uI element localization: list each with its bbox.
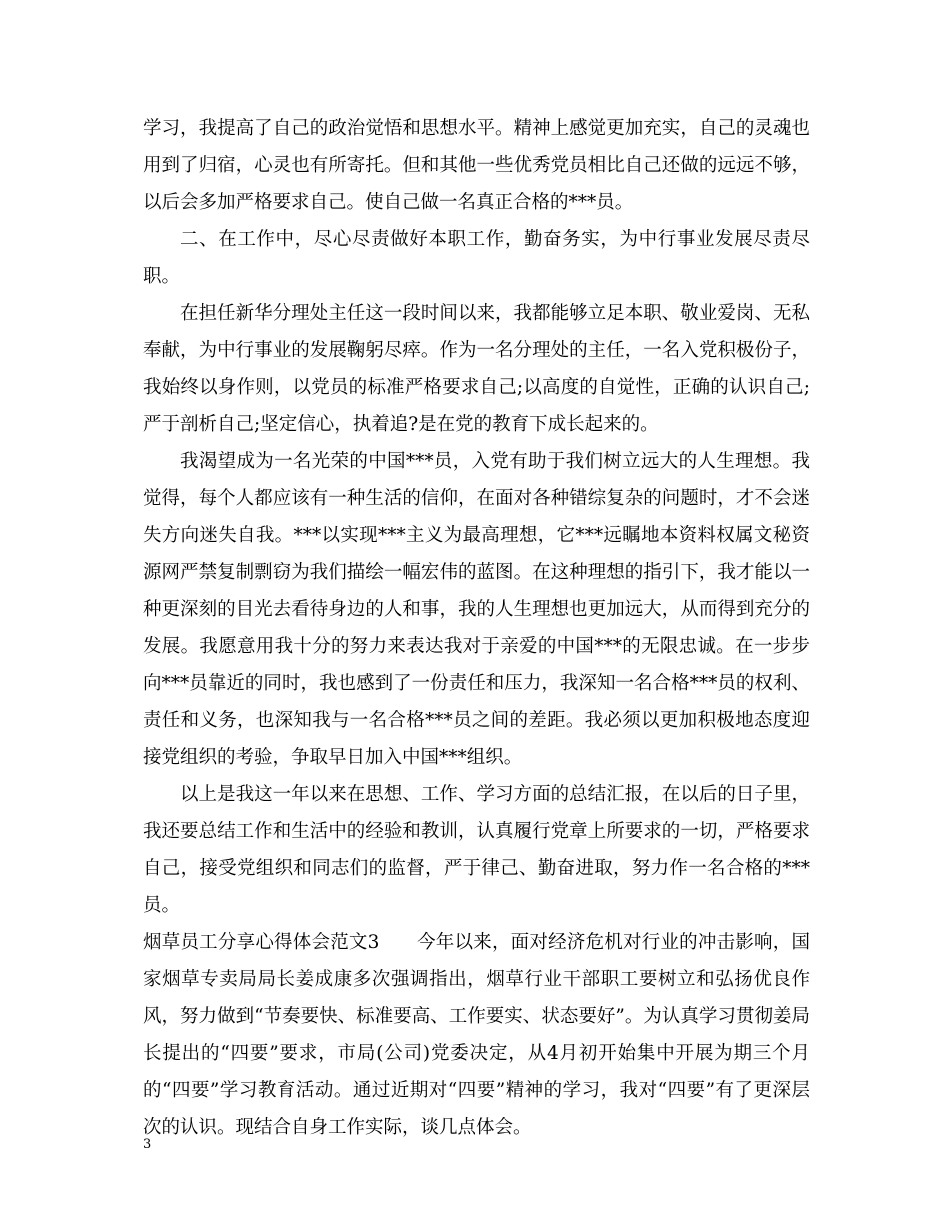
paragraph-1: 学习，我提高了自己的政治觉悟和思想水平。精神上感觉更加充实，自己的灵魂也用到了归宿，心灵也有所寄托。但和其他一些优秀党员相比自己还做的远远不够，以后会多加严格要求自己。使自己做一名真正合格的***员。	[143, 118, 810, 213]
document-body	[143, 110, 810, 1146]
paragraph-4: 我渴望成为一名光荣的中国***员，入党有助于我们树立远大的人生理想。我觉得，每个人都应该有一种生活的信仰，在面对各种错综复杂的问题时，才不会迷失方向迷失自我。***以实现***主义为最高理想，它***远瞩地本资料权属文秘资源网严禁复制剽窃为我们描绘一幅宏伟的蓝图。在这种理想的指引下，我才能以一种更深刻的目光去看待身边的人和事，我的人生理想也更加远大，从而得到充分的发展。我愿意用我十分的努力来表达我对于亲爱的中国***的无限忠诚。在一步步向***员靠近的同时，我也感到了一份责任和压力，我深知一名合格***员的权利、责任和义务，也深知我与一名合格***员之间的差距。我必须以更加积极地态度迎接党组织的考验，争取早日加入中国***组织。	[143, 451, 810, 768]
paragraph-5: 以上是我这一年以来在思想、工作、学习方面的总结汇报，在以后的日子里，我还要总结工作和生活中的经验和教训，认真履行党章上所要求的一切，严格要求自己，接受党组织和同志们的监督，严于律己、勤奋进取，努力作一名合格的***员。	[143, 784, 810, 916]
paragraph-2: 二、在工作中，尽心尽责做好本职工作，勤奋务实，为中行事业发展尽责尽职。	[143, 229, 810, 287]
paragraph-3: 在担任新华分理处主任这一段时间以来，我都能够立足本职、敬业爱岗、无私奉献，为中行事业的发展鞠躬尽瘁。作为一名分理处的主任，一名入党积极份子，我始终以身作则，以党员的标准严格要求自己;以高度的自觉性，正确的认识自己;严于剖析自己;坚定信心，执着追?是在党的教育下成长起来的。	[143, 303, 810, 435]
page-number: 3	[143, 1137, 152, 1152]
paragraph-6: 烟草员工分享心得体会范文3 今年以来，面对经济危机对行业的冲击影响，国家烟草专卖局局长姜成康多次强调指出，烟草行业干部职工要树立和弘扬优良作风，努力做到“节奏要快、标准要高、工作要实、状态要好”。为认真学习贯彻姜局长提出的“四要”要求，市局(公司)党委决定，从4月初开始集中开展为期三个月的“四要”学习教育活动。通过近期对“四要”精神的学习，我对“四要”有了更深层次的认识。现结合自身工作实际，谈几点体会。	[143, 932, 810, 1138]
